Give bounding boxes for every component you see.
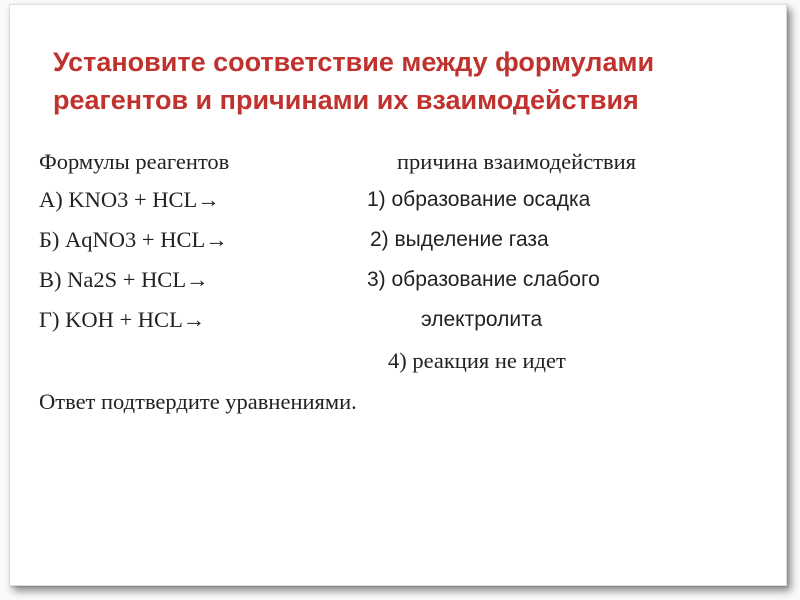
- footer-note: Ответ подтвердите уравнениями.: [39, 389, 357, 414]
- reagent-g: Г) KOH + HCL→: [39, 307, 206, 332]
- reagent-b: Б) AqNO3 + HCL→: [39, 227, 228, 252]
- cause-1: 1) образование осадка: [367, 188, 591, 211]
- header-reagents: Формулы реагентов: [39, 149, 230, 174]
- reagent-a: А) KNO3 + HCL→: [39, 187, 220, 212]
- cause-3-continued: электролита: [421, 308, 543, 331]
- slide: [9, 4, 787, 586]
- slide-title: [53, 43, 773, 119]
- cause-3: 3) образование слабого: [367, 268, 600, 291]
- cause-4: 4) реакция не идет: [388, 348, 566, 373]
- header-cause: причина взаимодействия: [397, 149, 637, 174]
- title-line-1: Установите соответствие между формулами: [53, 47, 655, 77]
- title-line-2: реагентов и причинами их взаимодействия: [53, 85, 639, 115]
- reagent-v: В) Na2S + HCL→: [39, 267, 209, 292]
- cause-2: 2) выделение газа: [370, 228, 549, 251]
